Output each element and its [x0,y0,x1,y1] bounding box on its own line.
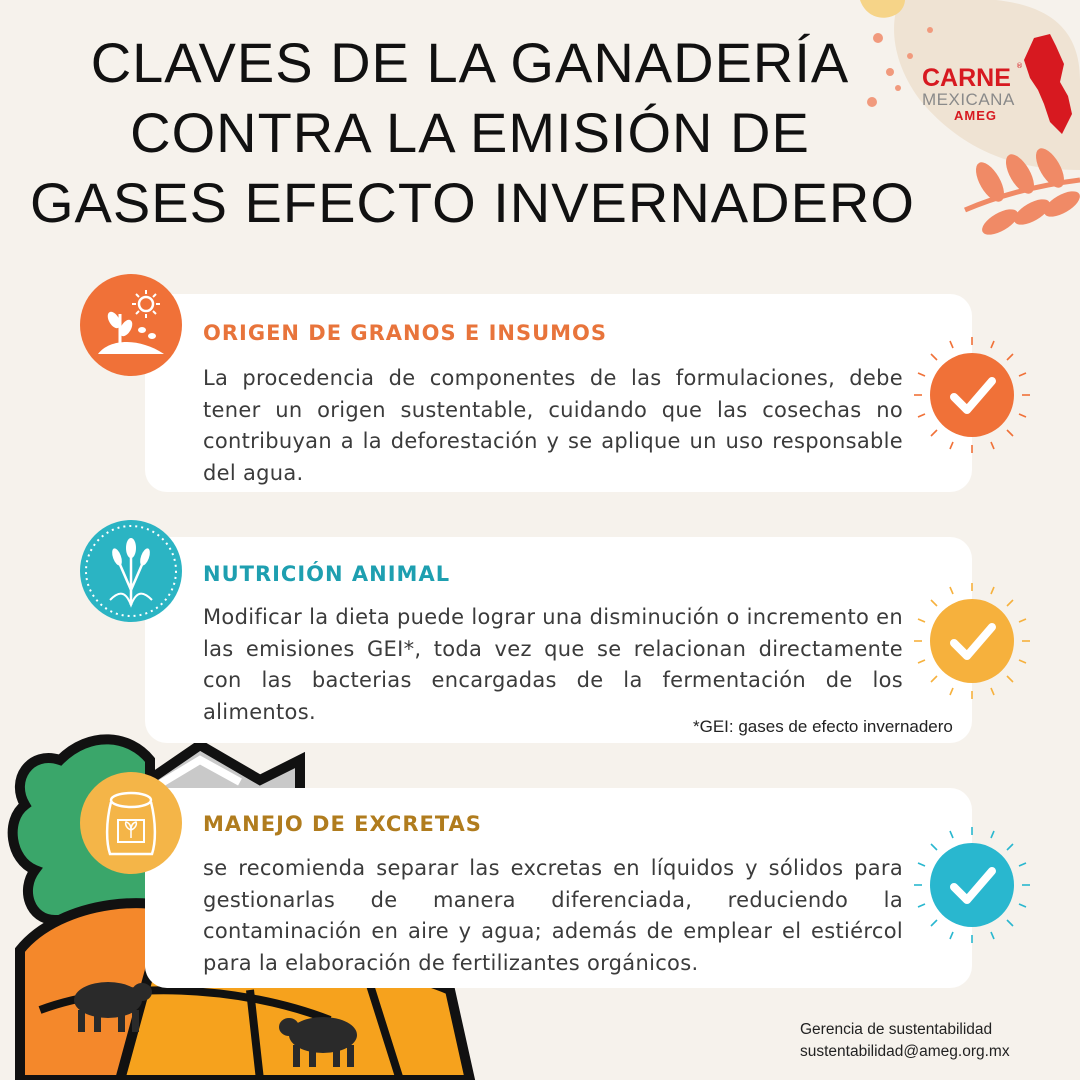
footer-email[interactable]: sustentabilidad@ameg.org.mx [800,1043,1010,1060]
title-line-2: CONTRA LA EMISIÓN DE [130,101,810,164]
checkmark-icon [912,335,1032,455]
title-line-3: GASES EFECTO INVERNADERO [30,171,915,234]
page-title [30,28,915,238]
footer-department: Gerencia de sustentabilidad [800,1021,993,1038]
card-text: Modificar la dieta puede lograr una disminución o incremento en las emisiones GEI*, toda vez que se relacionan directamente con las bacterias encargadas de la fermentación de los alimentos. [203,605,903,724]
fertilizer-sack-icon [80,772,182,874]
card-manure-management [145,788,972,988]
card-animal-nutrition [145,537,972,743]
title-line-1: CLAVES DE LA GANADERÍA [90,31,850,94]
card-text: La procedencia de componentes de las formulaciones, debe tener un origen sustentable, cuidando que las cosechas no contribuyan a la deforestación y se aplique un uso responsable del agua. [203,366,903,485]
card-text: se recomienda separar las excretas en líquidos y sólidos para gestionarlas de manera diferenciada, reduciendo la contaminación en aire y agua; además de emplear el estiércol para la elaboración de fertilizantes orgánicos. [203,856,903,975]
card-title: ORIGEN DE GRANOS E INSUMOS [203,321,608,345]
logo-org: AMEG [954,108,997,123]
card-title: NUTRICIÓN ANIMAL [203,562,451,586]
mexico-map-icon [1020,34,1072,134]
checkmark-icon [912,825,1032,945]
wheat-icon [80,520,182,622]
card-title: MANEJO DE EXCRETAS [203,812,482,836]
logo [920,62,1070,132]
footnote-gei: *GEI: gases de efecto invernadero [693,717,953,736]
logo-registered: ® [1016,62,1023,70]
plant-sun-icon [80,274,182,376]
logo-subbrand: MEXICANA [922,90,1015,109]
logo-brand: CARNE [922,64,1011,92]
card-grain-origin [145,294,972,492]
footer [800,1019,1010,1063]
checkmark-icon [912,581,1032,701]
